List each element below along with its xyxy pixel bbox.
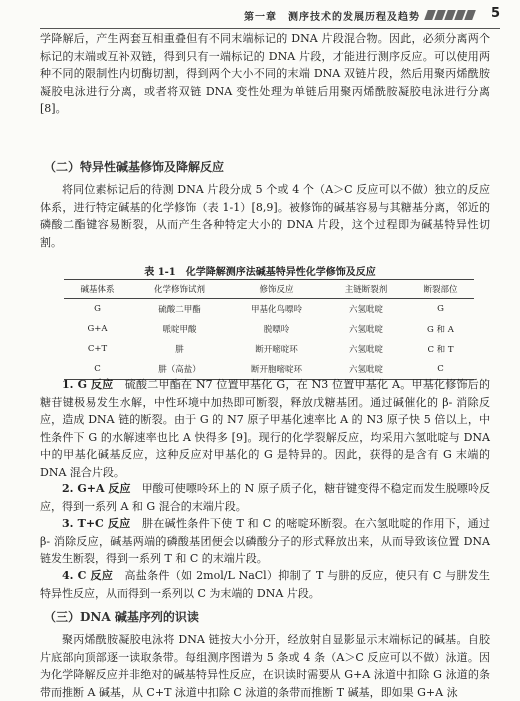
- item-label: 3. T+C 反应: [62, 517, 131, 530]
- col-header: 断裂部位: [407, 280, 474, 299]
- table-cell: G 和 A: [427, 325, 454, 335]
- item-g-reaction: [40, 376, 490, 481]
- item-label: 2. G+A 反应: [62, 482, 131, 495]
- table-cell: G: [437, 304, 444, 314]
- col-header: 主链断裂剂: [325, 280, 407, 299]
- item-tc-reaction: [40, 515, 490, 568]
- page-number: 5: [490, 6, 500, 21]
- table-cell: 六氢吡啶: [348, 305, 383, 315]
- table-row: [64, 339, 474, 359]
- table-cell: C+T: [87, 344, 108, 354]
- col-header: 修饰反应: [228, 280, 325, 299]
- table-cell: 脱嘌呤: [263, 325, 290, 335]
- table-cell: C: [64, 359, 131, 380]
- item-label: 1. G 反应: [62, 378, 114, 391]
- reaction-table: [64, 279, 474, 380]
- table-cell: 断开胞嘧啶环: [228, 359, 325, 380]
- item-ga-reaction: [40, 480, 490, 515]
- table-cell: 六氢吡啶: [348, 325, 383, 335]
- item-text: 甲酸可使嘌呤环上的 N 原子质子化，糖苷键变得不稳定而发生脱嘌呤反应，得到一系列 A 和 G 混合的末端片段。: [40, 482, 490, 513]
- running-header: [40, 0, 500, 29]
- paragraph-2: 将同位素标记后的待测 DNA 片段分成 5 个或 4 个（A＞C 反应可以不做）独立的反应体系，进行特定碱基的化学修饰（表 1-1）[8,9]。被修饰的碱基容易与其糖基分离，邻近的磷酸二酯键容易断裂，从而产生各种特定大小的 DNA 片段，这个过程即为碱基特异性切割。: [40, 183, 490, 249]
- col-header: 碱基体系: [64, 280, 131, 299]
- table-cell: G+A: [87, 324, 108, 334]
- section-heading-2: （二）特异性碱基修饰及降解反应: [44, 160, 225, 174]
- item-label: 4. C 反应: [62, 569, 114, 582]
- paragraph-3: 聚丙烯酰胺凝胶电泳将 DNA 链按大小分开，经放射自显影显示末端标记的碱基。自胶片底部向顶部逐一读取条带。每组测序图谱为 5 条或 4 条（A＞C 反应可以不做）泳道。因为化学降解反应并非绝对的碱基特异性反应，在识读时需要从 G+A 泳道中扣除 G 泳道的条带而推断 A 碱基，从 C+T 泳道中扣除 C 泳道的条带而推断 T 碱基，即如果 G+A 泳: [40, 633, 490, 699]
- table-cell: C 和 T: [427, 345, 454, 355]
- section-heading-3: （三）DNA 碱基序列的识读: [44, 610, 199, 624]
- col-header: 化学修饰试剂: [131, 280, 228, 299]
- item-text: 肼在碱性条件下使 T 和 C 的嘧啶环断裂。在六氢吡啶的作用下，通过 β- 消除反应，碱基两端的磷酸基团便会以磷酸分子的形式释放出来，从而导致该位置 DNA 链发生断裂，得到一系列 T 和 C 的末端片段。: [40, 517, 491, 565]
- table-header-row: [64, 280, 474, 299]
- table-cell: 肼（高盐）: [131, 359, 228, 380]
- table-cell: 肼: [175, 345, 184, 355]
- item-text: 高盐条件（如 2mol/L NaCl）抑制了 T 与肼的反应，使只有 C 与肼发生特异性反应，从而得到一系列以 C 为末端的 DNA 片段。: [40, 569, 491, 600]
- item-c-reaction: [40, 567, 490, 602]
- chapter-title: 第一章 测序技术的发展历程及趋势: [244, 12, 420, 23]
- table-cell: 甲基化鸟嘌呤: [250, 305, 302, 315]
- table-row: [64, 299, 474, 320]
- table-cell: 六氢吡啶: [348, 345, 383, 355]
- table-cell: 断开嘧啶环: [255, 345, 298, 355]
- table-cell: 硫酸二甲酯: [158, 305, 201, 315]
- header-stripes-decoration: [426, 10, 474, 20]
- table-row: [64, 319, 474, 339]
- table-cell: G: [94, 304, 101, 314]
- table-caption: 表 1-1 化学降解测序法碱基特异性化学修饰及反应: [144, 267, 376, 278]
- table-cell: 哌啶甲酸: [162, 325, 197, 335]
- paragraph-1: 学降解后，产生两套互相重叠但有不同末端标记的 DNA 片段混合物。因此，必须分离两个标记的末端或互补双链，得到只有一端标记的 DNA 片段，才能进行测序反应。可以使用两种不同的限制性内切酶切割，得到两个大小不同的末端 DNA 双链片段，然后用聚丙烯酰胺凝胶电泳进行分离，或者将双链 DNA 变性处理为单链后用聚丙烯酰胺凝胶电泳进行分离 [8]。: [40, 32, 490, 115]
- item-text: 硫酸二甲酯在 N7 位置甲基化 G，在 N3 位置甲基化 A。甲基化修饰后的糖苷键极易发生水解，中性环境中加热即可断裂，释放戊糖基团。通过碱催化的 β- 消除反应，造成 DNA 链的断裂。由于 G 的 N7 原子甲基化速率比 A 的 N3 原子快 5 倍以上，中性条件下 G 的水解速率也比 A 快得多 [9]。现行的化学裂解反应，均采用六氢吡啶与 DNA 中的甲基化碱基反应，这种反应对甲基化的 G 是特异的。因此，获得的是含有 G 末端的 DNA 混合片段。: [40, 378, 490, 479]
- table-cell: C: [407, 359, 474, 380]
- table-cell: 六氢吡啶: [325, 359, 407, 380]
